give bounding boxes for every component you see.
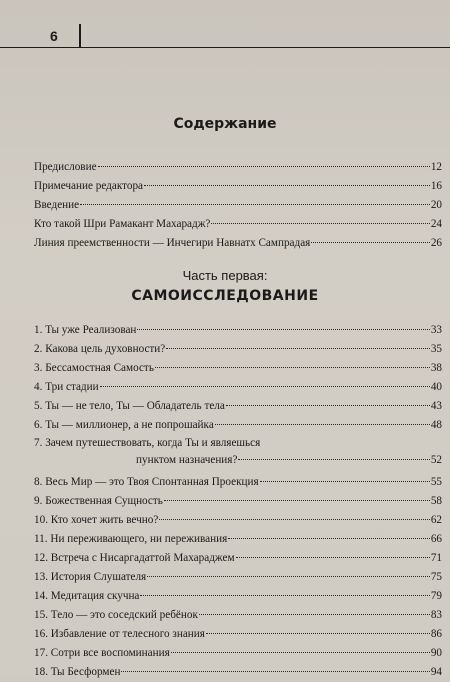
toc-dot-leader bbox=[206, 633, 430, 634]
toc-entry[interactable] bbox=[34, 587, 442, 606]
toc-entry-page: 58 bbox=[430, 495, 442, 507]
toc-dot-leader bbox=[137, 329, 429, 330]
toc-dot-leader bbox=[311, 242, 429, 243]
toc-entry-page: 75 bbox=[430, 571, 442, 583]
toc-entry-page: 66 bbox=[430, 533, 442, 545]
toc-dot-leader bbox=[166, 348, 430, 349]
toc-entry-label: 1. Ты уже Реализован bbox=[34, 324, 137, 336]
toc-entry[interactable] bbox=[34, 321, 442, 340]
toc-entry-page: 35 bbox=[430, 343, 442, 355]
toc-entry-page: 94 bbox=[430, 666, 442, 678]
part-heading: Часть первая: bbox=[182, 268, 268, 283]
toc-entry-continuation bbox=[34, 452, 442, 469]
toc-entry[interactable] bbox=[34, 196, 442, 215]
toc-entry[interactable] bbox=[34, 492, 442, 511]
toc-entry[interactable] bbox=[34, 378, 442, 397]
toc-entry-page: 24 bbox=[430, 218, 442, 230]
toc-dot-leader bbox=[211, 223, 429, 224]
toc-entry-label: 6. Ты — миллионер, а не попрошайка bbox=[34, 419, 214, 431]
toc-dot-leader bbox=[260, 481, 430, 482]
toc-entry[interactable] bbox=[34, 435, 442, 473]
toc-dot-leader bbox=[226, 405, 430, 406]
part-title: САМОИССЛЕДОВАНИЕ bbox=[131, 288, 319, 304]
toc-entry-label: 4. Три стадии bbox=[34, 381, 99, 393]
page-number: 6 bbox=[50, 28, 58, 44]
toc-entry-page: 86 bbox=[430, 628, 442, 640]
toc-entry-label: Примечание редактора bbox=[34, 180, 144, 192]
toc-entry-page: 40 bbox=[430, 381, 442, 393]
toc-dot-leader bbox=[228, 538, 430, 539]
toc-entry-label: 3. Бессамостная Самость bbox=[34, 362, 154, 374]
toc-entry[interactable] bbox=[34, 473, 442, 492]
toc-entry-label: 14. Медитация скучна bbox=[34, 590, 140, 602]
toc-entry-label: 15. Тело — это соседский ребёнок bbox=[34, 609, 198, 621]
toc-dot-leader bbox=[236, 557, 430, 558]
toc-entry[interactable] bbox=[34, 511, 442, 530]
toc-dot-leader bbox=[144, 185, 430, 186]
toc-entry-page: 62 bbox=[430, 514, 442, 526]
toc-entry-label: 10. Кто хочет жить вечно? bbox=[34, 514, 159, 526]
toc-entry-wrapped bbox=[34, 435, 442, 469]
toc-entry[interactable] bbox=[34, 158, 442, 177]
toc-dot-leader bbox=[155, 367, 430, 368]
toc-entry[interactable] bbox=[34, 606, 442, 625]
toc-entry-page: 12 bbox=[430, 161, 442, 173]
toc-entry-label: Кто такой Шри Рамакант Махарадж? bbox=[34, 218, 211, 230]
toc-entry[interactable] bbox=[34, 340, 442, 359]
toc-entry-page: 48 bbox=[430, 419, 442, 431]
toc-dot-leader bbox=[215, 424, 430, 425]
toc-entry-page: 33 bbox=[430, 324, 442, 336]
toc-title: Содержание bbox=[173, 116, 277, 132]
toc-entry-label: 2. Какова цель духовности? bbox=[34, 343, 166, 355]
toc-entry-label: 5. Ты — не тело, Ты — Обладатель тела bbox=[34, 400, 225, 412]
toc-entry-page: 16 bbox=[430, 180, 442, 192]
toc-entry-label: 7. Зачем путешествовать, когда Ты и являешься bbox=[34, 437, 261, 449]
toc-entry-page: 20 bbox=[430, 199, 442, 211]
toc-entry[interactable] bbox=[34, 625, 442, 644]
toc-entry[interactable] bbox=[34, 549, 442, 568]
toc-entry[interactable] bbox=[34, 416, 442, 435]
toc-entry-label: 11. Ни переживающего, ни переживания bbox=[34, 533, 228, 545]
toc-dot-leader bbox=[159, 519, 430, 520]
toc-entry-page: 83 bbox=[430, 609, 442, 621]
toc-dot-leader bbox=[171, 652, 430, 653]
toc-entry[interactable] bbox=[34, 663, 442, 682]
toc-dot-leader bbox=[140, 595, 429, 596]
toc-dot-leader bbox=[238, 459, 429, 460]
toc-entry-page: 71 bbox=[430, 552, 442, 564]
toc-dot-leader bbox=[80, 204, 430, 205]
toc-entry-label: Линия преемственности — Инчегири Навнатх Сампрадая bbox=[34, 237, 311, 249]
toc-front-matter bbox=[34, 158, 442, 253]
toc-dot-leader bbox=[98, 166, 430, 167]
toc-entry[interactable] bbox=[34, 530, 442, 549]
toc-entry-label: 13. История Слушателя bbox=[34, 571, 147, 583]
toc-entry[interactable] bbox=[34, 177, 442, 196]
toc-dot-leader bbox=[100, 386, 430, 387]
toc-entry[interactable] bbox=[34, 644, 442, 663]
toc-entry-label-continued: пунктом назначения? bbox=[136, 454, 238, 466]
toc-entry-label: 9. Божественная Сущность bbox=[34, 495, 163, 507]
toc-dot-leader bbox=[199, 614, 430, 615]
toc-entry-page: 26 bbox=[430, 237, 442, 249]
toc-entry[interactable] bbox=[34, 234, 442, 253]
page-header bbox=[0, 0, 450, 48]
toc-entry-page: 38 bbox=[430, 362, 442, 374]
toc-entry-label: 18. Ты Бесформен bbox=[34, 666, 121, 678]
toc-entry-page: 90 bbox=[430, 647, 442, 659]
toc-entry-label: 8. Весь Мир — это Твоя Спонтанная Проекция bbox=[34, 476, 259, 488]
header-divider bbox=[79, 24, 81, 48]
toc-dot-leader bbox=[147, 576, 430, 577]
header-rule bbox=[0, 47, 450, 48]
toc-entry[interactable] bbox=[34, 568, 442, 587]
toc-entry-label: 16. Избавление от телесного знания bbox=[34, 628, 205, 640]
toc-entry-page: 79 bbox=[430, 590, 442, 602]
toc-entry-page: 52 bbox=[430, 454, 442, 466]
toc-entry-page: 55 bbox=[430, 476, 442, 488]
toc-entry-label: Предисловие bbox=[34, 161, 97, 173]
toc-entry-label: 17. Сотри все воспоминания bbox=[34, 647, 170, 659]
toc-entry-page: 43 bbox=[430, 400, 442, 412]
toc-entry-label: Введение bbox=[34, 199, 80, 211]
toc-dot-leader bbox=[164, 500, 430, 501]
toc-dot-leader bbox=[121, 671, 429, 672]
toc-entry[interactable] bbox=[34, 397, 442, 416]
toc-entry-label: 12. Встреча с Нисаргадаттой Махараджем bbox=[34, 552, 235, 564]
toc-entry[interactable] bbox=[34, 215, 442, 234]
toc-entry[interactable] bbox=[34, 359, 442, 378]
toc-part-one bbox=[34, 321, 442, 682]
